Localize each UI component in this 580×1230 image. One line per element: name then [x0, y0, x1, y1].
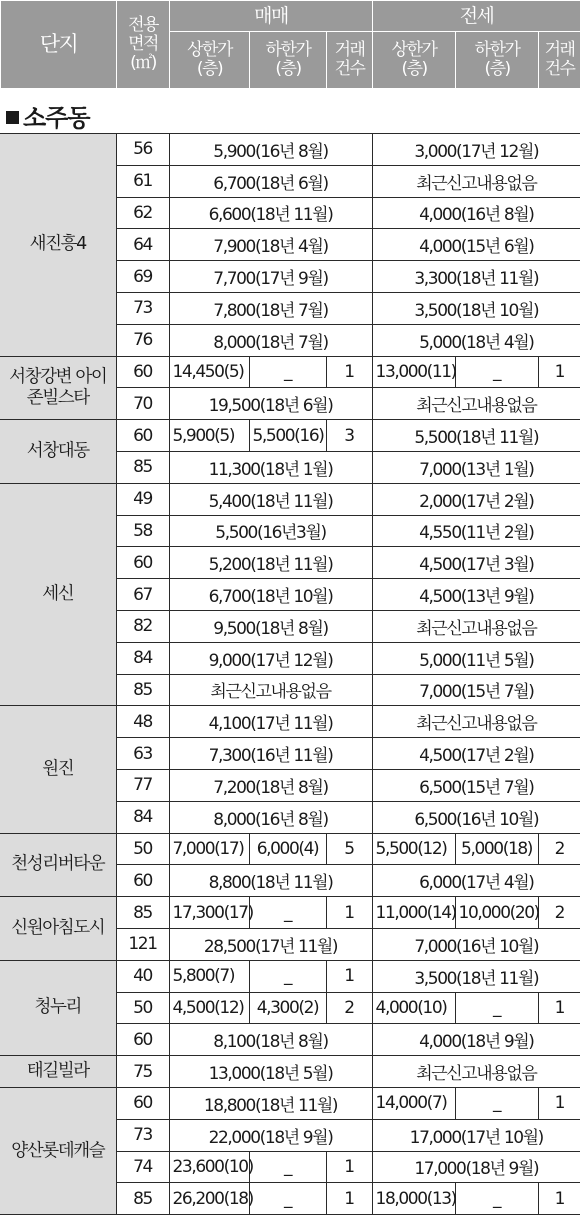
jeonse-upper-cell: 5,500(12): [372, 833, 455, 865]
complex-name: 원진: [0, 706, 116, 833]
jeonse-count-cell: 1: [538, 1183, 580, 1215]
sale-merged-cell: 8,000(16년 8월): [169, 801, 372, 833]
sale-merged-cell: 28,500(17년 11월): [169, 928, 372, 960]
jeonse-merged-cell: 최근신고내용없음: [372, 706, 580, 738]
jeonse-merged-cell: 3,000(17년 12월): [372, 134, 580, 166]
header-sale-count: 거래 건수: [327, 32, 373, 89]
jeonse-upper-cell: 14,000(7): [372, 1087, 455, 1119]
jeonse-count-cell: 1: [538, 1087, 580, 1119]
complex-name: 서창강변 아이존빌스타: [0, 356, 116, 420]
area-cell: 77: [116, 769, 169, 801]
jeonse-lower-cell: _: [455, 992, 538, 1024]
sale-merged-cell: 13,000(18년 5월): [169, 1056, 372, 1088]
section-title: 소주동: [6, 98, 90, 133]
area-cell: 73: [116, 1119, 169, 1151]
area-cell: 62: [116, 197, 169, 229]
header-sale-upper: 상한가 (층): [170, 32, 250, 89]
jeonse-merged-cell: 최근신고내용없음: [372, 388, 580, 420]
header-jeonse-lower: 하한가 (층): [456, 32, 539, 89]
area-cell: 50: [116, 833, 169, 865]
sale-count-cell: 1: [326, 960, 372, 992]
jeonse-count-cell: 2: [538, 833, 580, 865]
sale-count-cell: 2: [326, 992, 372, 1024]
area-cell: 121: [116, 928, 169, 960]
sale-merged-cell: 7,700(17년 9월): [169, 261, 372, 293]
area-cell: 67: [116, 579, 169, 611]
sale-merged-cell: 7,800(18년 7월): [169, 292, 372, 324]
sale-lower-cell: _: [249, 1183, 326, 1215]
jeonse-merged-cell: 4,500(13년 9월): [372, 579, 580, 611]
sale-merged-cell: 18,800(18년 11월): [169, 1087, 372, 1119]
jeonse-count-cell: 2: [538, 897, 580, 929]
sale-lower-cell: 4,300(2): [249, 992, 326, 1024]
header-complex: 단지: [1, 1, 117, 89]
jeonse-merged-cell: 5,000(11년 5월): [372, 642, 580, 674]
jeonse-merged-cell: 4,500(17년 3월): [372, 547, 580, 579]
area-cell: 75: [116, 1056, 169, 1088]
jeonse-lower-cell: 10,000(20): [455, 897, 538, 929]
jeonse-upper-cell: 13,000(11): [372, 356, 455, 388]
jeonse-merged-cell: 4,000(15년 6월): [372, 229, 580, 261]
jeonse-count-cell: 1: [538, 992, 580, 1024]
sale-count-cell: 1: [326, 1183, 372, 1215]
area-cell: 70: [116, 388, 169, 420]
sale-merged-cell: 8,100(18년 8월): [169, 1024, 372, 1056]
area-cell: 49: [116, 483, 169, 515]
complex-name: 천성리버타운: [0, 833, 116, 897]
sale-upper-cell: 23,600(10): [169, 1151, 249, 1183]
sale-lower-cell: _: [249, 1151, 326, 1183]
area-cell: 50: [116, 992, 169, 1024]
jeonse-merged-cell: 최근신고내용없음: [372, 610, 580, 642]
area-cell: 84: [116, 642, 169, 674]
area-cell: 60: [116, 420, 169, 452]
sale-merged-cell: 8,800(18년 11월): [169, 865, 372, 897]
jeonse-merged-cell: 4,000(16년 8월): [372, 197, 580, 229]
sale-count-cell: 1: [326, 897, 372, 929]
area-cell: 61: [116, 165, 169, 197]
sale-merged-cell: 6,700(18년 10월): [169, 579, 372, 611]
jeonse-lower-cell: _: [455, 356, 538, 388]
table-row: [0, 1056, 580, 1088]
sale-merged-cell: 최근신고내용없음: [169, 674, 372, 706]
table-row: [0, 833, 580, 865]
sale-merged-cell: 6,700(18년 6월): [169, 165, 372, 197]
sale-upper-cell: 4,500(12): [169, 992, 249, 1024]
sale-merged-cell: 8,000(18년 7월): [169, 324, 372, 356]
jeonse-merged-cell: 5,500(18년 11월): [372, 420, 580, 452]
area-cell: 56: [116, 134, 169, 166]
sale-merged-cell: 11,300(18년 1월): [169, 451, 372, 483]
jeonse-merged-cell: 7,000(13년 1월): [372, 451, 580, 483]
table-row: [0, 134, 580, 166]
jeonse-merged-cell: 6,500(15년 7월): [372, 769, 580, 801]
header-jeonse: 전세: [373, 1, 580, 32]
table-row: [0, 483, 580, 515]
sale-merged-cell: 5,500(16년3월): [169, 515, 372, 547]
jeonse-merged-cell: 7,000(16년 10월): [372, 928, 580, 960]
sale-count-cell: 5: [326, 833, 372, 865]
jeonse-merged-cell: 4,000(18년 9월): [372, 1024, 580, 1056]
square-bullet-icon: [6, 111, 19, 124]
sale-merged-cell: 6,600(18년 11월): [169, 197, 372, 229]
jeonse-merged-cell: 4,500(17년 2월): [372, 738, 580, 770]
area-cell: 82: [116, 610, 169, 642]
sale-merged-cell: 7,900(18년 4월): [169, 229, 372, 261]
jeonse-merged-cell: 17,000(18년 9월): [372, 1151, 580, 1183]
jeonse-merged-cell: 5,000(18년 4월): [372, 324, 580, 356]
area-cell: 48: [116, 706, 169, 738]
table-header: [0, 0, 580, 89]
area-cell: 60: [116, 1024, 169, 1056]
sale-count-cell: 3: [326, 420, 372, 452]
table-row: [0, 960, 580, 992]
area-cell: 60: [116, 547, 169, 579]
area-cell: 40: [116, 960, 169, 992]
complex-name: 청누리: [0, 960, 116, 1055]
complex-name: 태길빌라: [0, 1056, 116, 1088]
area-cell: 76: [116, 324, 169, 356]
jeonse-merged-cell: 6,000(17년 4월): [372, 865, 580, 897]
jeonse-upper-cell: 18,000(13): [372, 1183, 455, 1215]
header-jeonse-upper: 상한가 (층): [373, 32, 456, 89]
area-cell: 85: [116, 451, 169, 483]
complex-name: 양산롯데캐슬: [0, 1087, 116, 1214]
area-cell: 60: [116, 1087, 169, 1119]
area-cell: 64: [116, 229, 169, 261]
table-row: [0, 897, 580, 929]
jeonse-merged-cell: 3,300(18년 11월): [372, 261, 580, 293]
jeonse-lower-cell: _: [455, 1183, 538, 1215]
area-cell: 73: [116, 292, 169, 324]
area-cell: 60: [116, 865, 169, 897]
sale-upper-cell: 17,300(17): [169, 897, 249, 929]
sale-upper-cell: 14,450(5): [169, 356, 249, 388]
area-cell: 84: [116, 801, 169, 833]
sale-merged-cell: 19,500(18년 6월): [169, 388, 372, 420]
sale-merged-cell: 9,500(18년 8월): [169, 610, 372, 642]
jeonse-merged-cell: 17,000(17년 10월): [372, 1119, 580, 1151]
sale-merged-cell: 5,200(18년 11월): [169, 547, 372, 579]
area-cell: 69: [116, 261, 169, 293]
sale-upper-cell: 5,900(5): [169, 420, 249, 452]
area-cell: 85: [116, 1183, 169, 1215]
header-area: 전용 면적 (㎡): [117, 1, 170, 89]
sale-lower-cell: _: [249, 356, 326, 388]
area-cell: 63: [116, 738, 169, 770]
price-table: [0, 133, 580, 1215]
complex-name: 서창대동: [0, 420, 116, 484]
jeonse-merged-cell: 3,500(18년 11월): [372, 960, 580, 992]
jeonse-upper-cell: 11,000(14): [372, 897, 455, 929]
jeonse-lower-cell: 5,000(18): [455, 833, 538, 865]
sale-merged-cell: 5,900(16년 8월): [169, 134, 372, 166]
area-cell: 58: [116, 515, 169, 547]
table-row: [0, 420, 580, 452]
jeonse-merged-cell: 4,550(11년 2월): [372, 515, 580, 547]
header-sale: 매매: [170, 1, 373, 32]
jeonse-merged-cell: 최근신고내용없음: [372, 165, 580, 197]
jeonse-upper-cell: 4,000(10): [372, 992, 455, 1024]
table-row: [0, 706, 580, 738]
table-row: [0, 356, 580, 388]
sale-lower-cell: _: [249, 897, 326, 929]
jeonse-lower-cell: _: [455, 1087, 538, 1119]
sale-count-cell: 1: [326, 356, 372, 388]
sale-upper-cell: 7,000(17): [169, 833, 249, 865]
table-row: [0, 1087, 580, 1119]
sale-merged-cell: 4,100(17년 11월): [169, 706, 372, 738]
sale-count-cell: 1: [326, 1151, 372, 1183]
area-cell: 74: [116, 1151, 169, 1183]
sale-lower-cell: 6,000(4): [249, 833, 326, 865]
sale-lower-cell: 5,500(16): [249, 420, 326, 452]
sale-merged-cell: 5,400(18년 11월): [169, 483, 372, 515]
jeonse-merged-cell: 3,500(18년 10월): [372, 292, 580, 324]
sale-merged-cell: 22,000(18년 9월): [169, 1119, 372, 1151]
complex-name: 새진흥4: [0, 134, 116, 357]
sale-upper-cell: 26,200(18): [169, 1183, 249, 1215]
jeonse-merged-cell: 7,000(15년 7월): [372, 674, 580, 706]
sale-merged-cell: 7,200(18년 8월): [169, 769, 372, 801]
area-cell: 60: [116, 356, 169, 388]
header-jeonse-count: 거래 건수: [539, 32, 580, 89]
sale-lower-cell: _: [249, 960, 326, 992]
area-cell: 85: [116, 674, 169, 706]
area-cell: 85: [116, 897, 169, 929]
sale-upper-cell: 5,800(7): [169, 960, 249, 992]
sale-merged-cell: 9,000(17년 12월): [169, 642, 372, 674]
header-sale-lower: 하한가 (층): [250, 32, 327, 89]
jeonse-merged-cell: 2,000(17년 2월): [372, 483, 580, 515]
jeonse-count-cell: 1: [538, 356, 580, 388]
jeonse-merged-cell: 최근신고내용없음: [372, 1056, 580, 1088]
complex-name: 신원아침도시: [0, 897, 116, 961]
jeonse-merged-cell: 6,500(16년 10월): [372, 801, 580, 833]
sale-merged-cell: 7,300(16년 11월): [169, 738, 372, 770]
complex-name: 세신: [0, 483, 116, 706]
